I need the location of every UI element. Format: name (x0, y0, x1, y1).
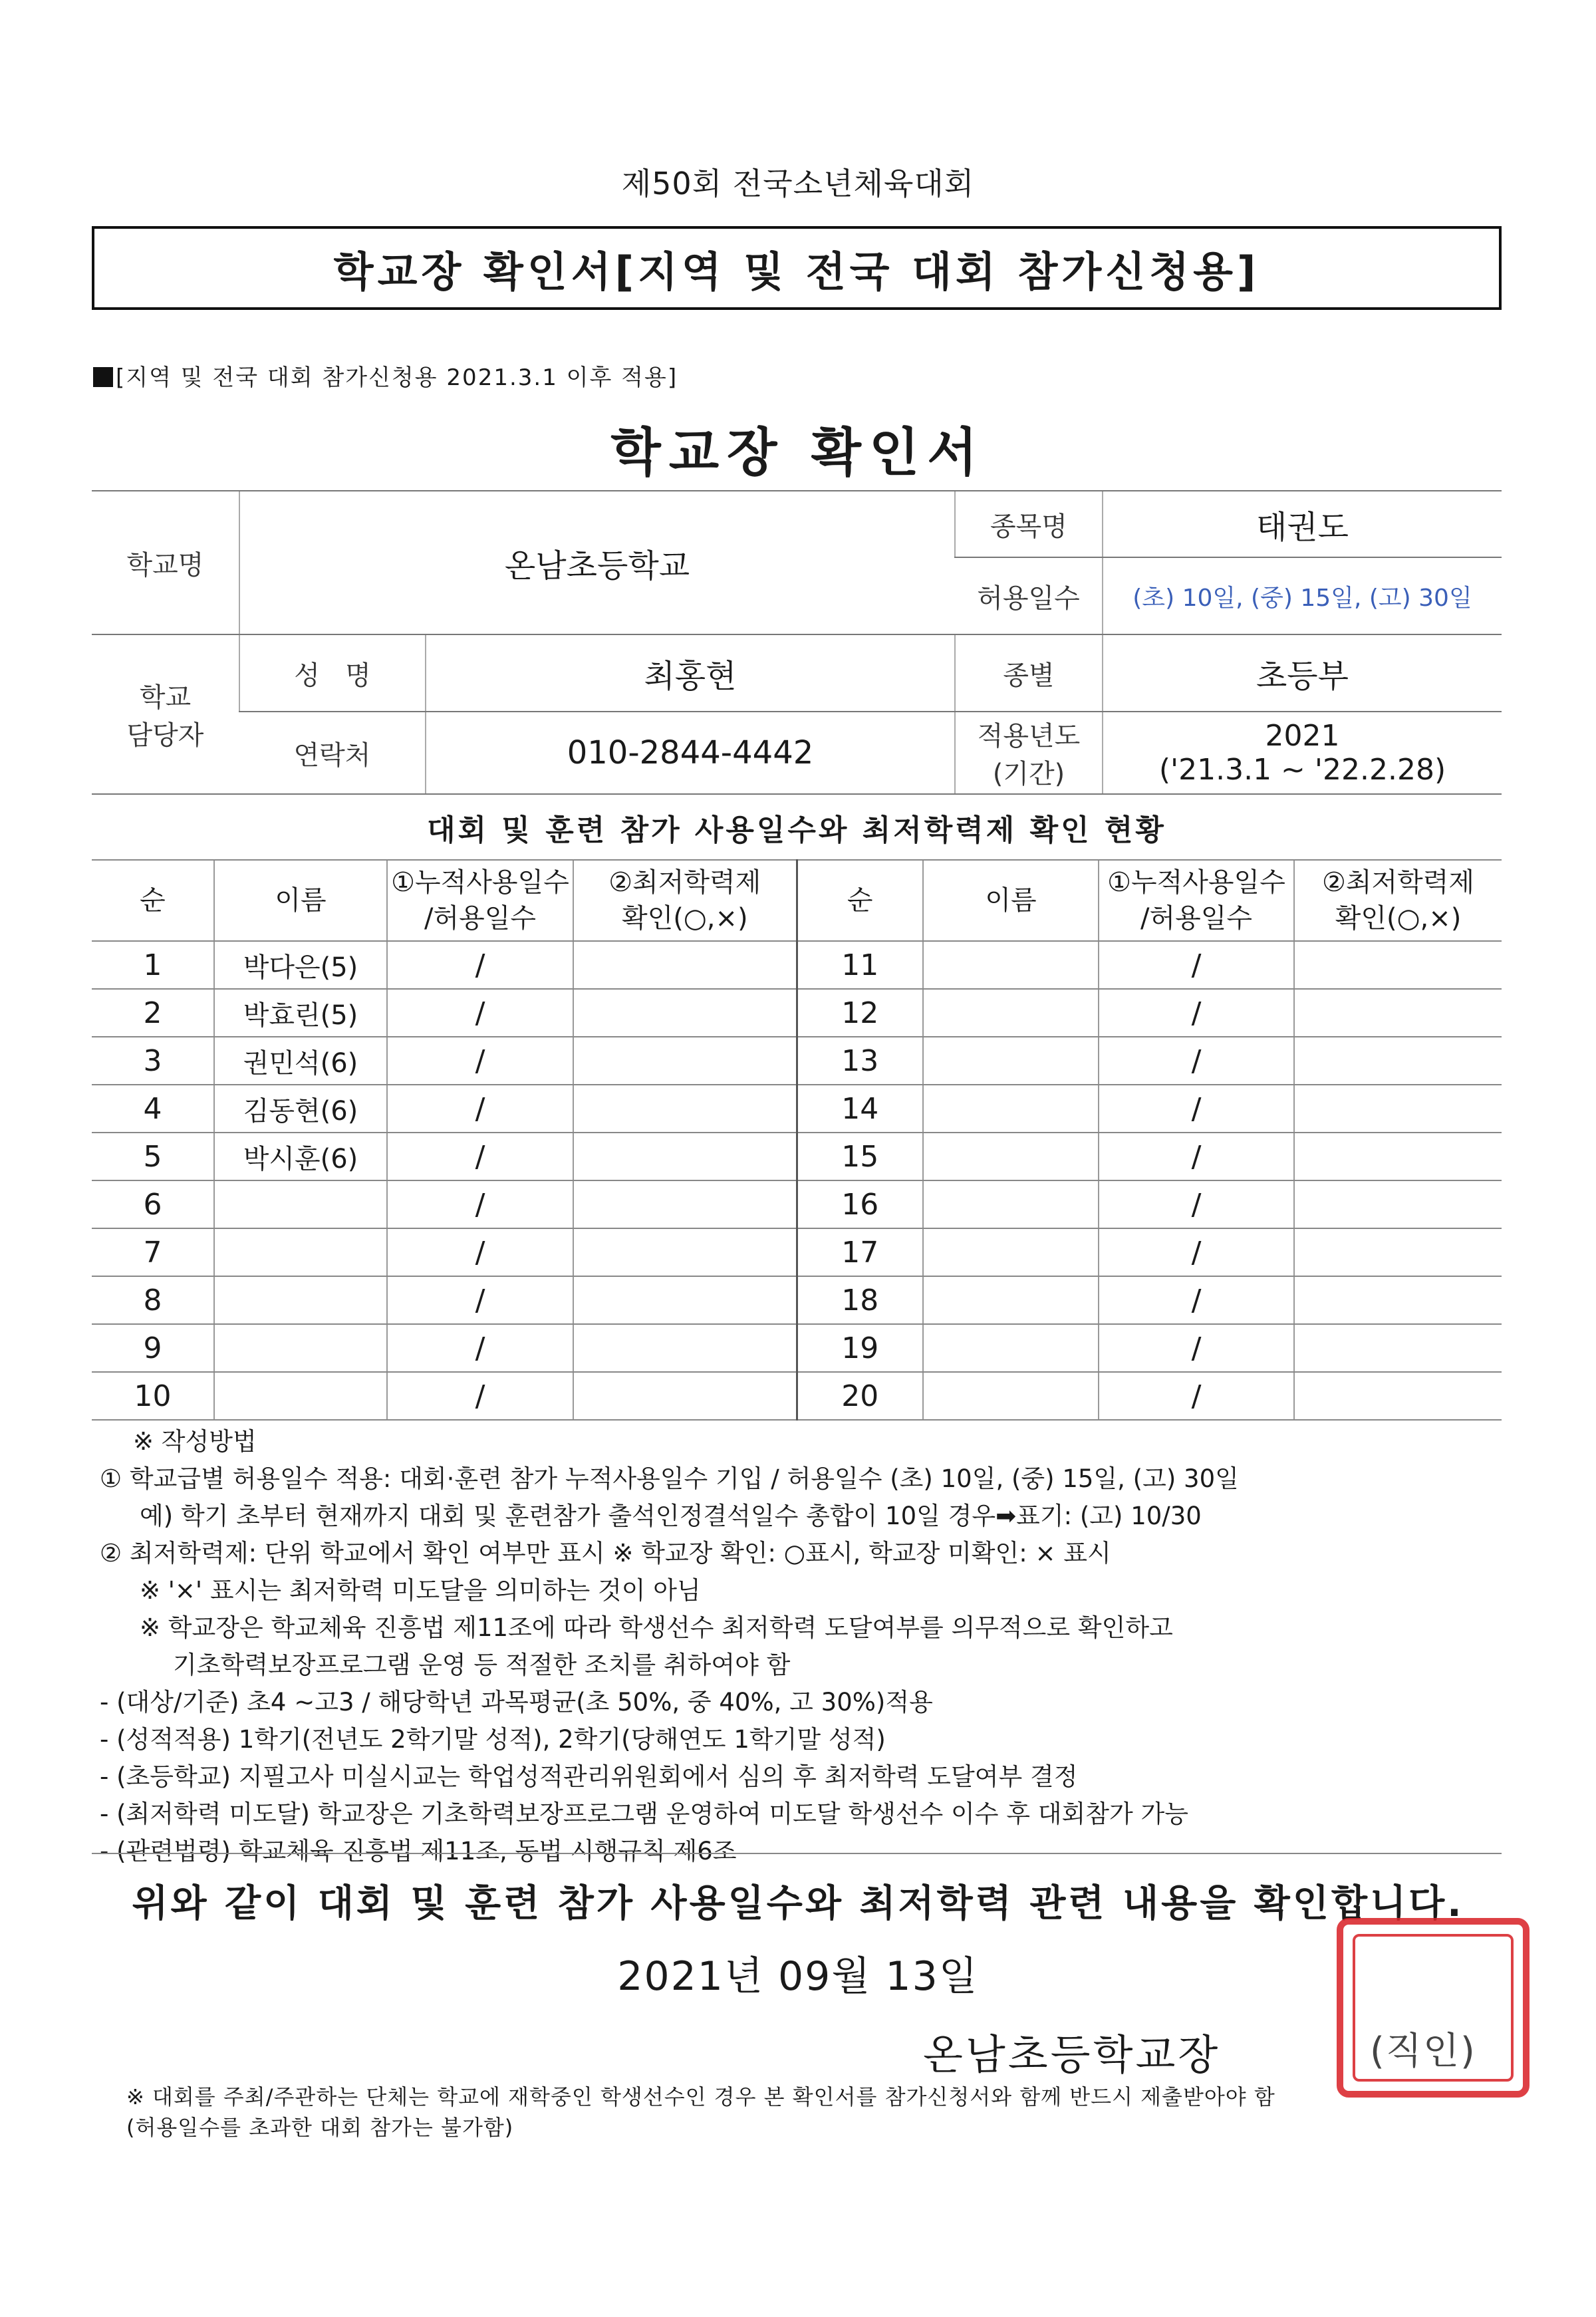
row-acad-left (573, 1180, 797, 1228)
table-row (92, 1133, 1502, 1180)
row-days-right: / (1099, 1085, 1294, 1133)
row-name-right (923, 1085, 1099, 1133)
row-days-left: / (387, 941, 573, 989)
header-no-left: 순 (92, 860, 214, 941)
row-acad-right (1294, 1037, 1502, 1085)
header-acad-left-line2: 확인(○,×) (621, 903, 748, 934)
form-title-box (92, 226, 1502, 310)
period-value (1103, 712, 1502, 794)
row-days-left: / (387, 1228, 573, 1276)
row-no-right: 14 (797, 1085, 923, 1133)
row-name-left (214, 1180, 387, 1228)
row-acad-right (1294, 1276, 1502, 1324)
table-row (92, 1037, 1502, 1085)
allowed-days-value: (초) 10일, (중) 15일, (고) 30일 (1103, 557, 1502, 634)
header-acad-right (1294, 860, 1502, 941)
row-name-left: 박다은(5) (214, 941, 387, 989)
instruction-line: ※ 학교장은 학교체육 진흥법 제11조에 따라 학생선수 최저학력 도달여부를 의무적으로 확인하고 (140, 1613, 1173, 1642)
row-days-right: / (1099, 941, 1294, 989)
table-row (92, 1276, 1502, 1324)
instruction-line: - (관련법령) 학교체육 진흥법 제11조, 동법 시행규칙 제6조 (100, 1837, 737, 1865)
period-label-line2: (기간) (992, 759, 1065, 789)
row-name-left: 박효린(5) (214, 989, 387, 1037)
header-days-right-line2: /허용일수 (1140, 903, 1253, 934)
row-no-left: 1 (92, 941, 214, 989)
header-acad-right-line1: ②최저학력제 (1321, 867, 1475, 898)
period-label (955, 712, 1103, 794)
table-row (92, 1228, 1502, 1276)
row-name-right (923, 1276, 1099, 1324)
school-name: 온남초등학교 (239, 491, 955, 634)
divider (92, 1853, 1502, 1854)
row-name-left: 권민석(6) (214, 1037, 387, 1085)
instruction-line: 예) 학기 초부터 현재까지 대회 및 훈련참가 출석인정결석일수 총합이 10일 경우➡표기: (고) 10/30 (140, 1502, 1202, 1530)
row-days-left: / (387, 989, 573, 1037)
year-value: 2021 (1265, 719, 1340, 753)
manager-label-line1: 학교 (139, 682, 192, 713)
sport-label: 종목명 (955, 491, 1103, 557)
row-name-right (923, 1372, 1099, 1420)
row-days-left: / (387, 1324, 573, 1372)
row-name-left: 김동현(6) (214, 1085, 387, 1133)
row-acad-right (1294, 989, 1502, 1037)
header-name-left: 이름 (214, 860, 387, 941)
manager-name: 최홍현 (426, 634, 955, 712)
header-acad-left-line1: ②최저학력제 (608, 867, 761, 898)
header-name-right: 이름 (923, 860, 1099, 941)
row-no-left: 6 (92, 1180, 214, 1228)
row-days-left: / (387, 1133, 573, 1180)
row-no-right: 11 (797, 941, 923, 989)
table-row (92, 1085, 1502, 1133)
row-acad-right (1294, 941, 1502, 989)
info-table (92, 490, 1502, 795)
instruction-line: - (대상/기준) 초4 ~고3 / 해당학년 과목평균(초 50%, 중 40%, 고 30%)적용 (100, 1688, 933, 1716)
row-name-right (923, 1133, 1099, 1180)
row-acad-left (573, 1133, 797, 1180)
row-no-left: 8 (92, 1276, 214, 1324)
row-name-left (214, 1324, 387, 1372)
row-acad-right (1294, 1085, 1502, 1133)
row-acad-left (573, 1372, 797, 1420)
instructions-heading: ※ 작성방법 (133, 1427, 257, 1456)
row-no-right: 12 (797, 989, 923, 1037)
instruction-line: ② 최저학력제: 단위 학교에서 확인 여부만 표시 ※ 학교장 확인: ○표시, 학교장 미확인: × 표시 (100, 1539, 1111, 1567)
division-value: 초등부 (1103, 634, 1502, 712)
row-acad-right (1294, 1133, 1502, 1180)
header-acad-right-line2: 확인(○,×) (1335, 903, 1462, 934)
roster-table (92, 859, 1502, 1421)
row-no-left: 5 (92, 1133, 214, 1180)
row-days-left: / (387, 1085, 573, 1133)
row-name-left (214, 1228, 387, 1276)
header-acad-left (573, 860, 797, 941)
row-days-left: / (387, 1037, 573, 1085)
event-title: 제50회 전국소년체육대회 (621, 166, 975, 202)
main-title: 학교장 확인서 (610, 423, 986, 483)
apply-note-text: [지역 및 전국 대회 참가신청용 2021.3.1 이후 적용] (116, 364, 678, 391)
row-days-left: / (387, 1180, 573, 1228)
row-no-right: 18 (797, 1276, 923, 1324)
contact-label: 연락처 (239, 712, 426, 794)
instructions (100, 1423, 1510, 1870)
header-days-left-line1: ①누적사용일수 (391, 867, 569, 898)
row-acad-left (573, 1085, 797, 1133)
row-name-right (923, 989, 1099, 1037)
contact-value: 010-2844-4442 (426, 712, 955, 794)
row-acad-right (1294, 1180, 1502, 1228)
instruction-line: ① 학교급별 허용일수 적용: 대회·훈련 참가 누적사용일수 기입 / 허용일수 (초) 10일, (중) 15일, (고) 30일 (100, 1464, 1239, 1493)
header-no-right: 순 (797, 860, 923, 941)
row-days-right: / (1099, 989, 1294, 1037)
header-days-left (387, 860, 573, 941)
issue-date: 2021년 09월 13일 (617, 1953, 979, 2000)
row-name-left: 박시훈(6) (214, 1133, 387, 1180)
row-acad-right (1294, 1228, 1502, 1276)
row-name-right (923, 941, 1099, 989)
seal-label: (직인) (1370, 2030, 1476, 2073)
row-acad-left (573, 989, 797, 1037)
period-label-line1: 적용년도 (977, 721, 1081, 751)
header-days-right (1099, 860, 1294, 941)
sport-value: 태권도 (1103, 491, 1502, 557)
instruction-line: - (초등학교) 지필고사 미실시교는 학업성적관리위원회에서 심의 후 최저학력 도달여부 결정 (100, 1762, 1078, 1791)
row-no-right: 16 (797, 1180, 923, 1228)
instruction-line: - (최저학력 미도달) 학교장은 기초학력보장프로그램 운영하여 미도달 학생선수 이수 후 대회참가 가능 (100, 1800, 1189, 1828)
row-days-right: / (1099, 1228, 1294, 1276)
row-no-left: 7 (92, 1228, 214, 1276)
row-acad-left (573, 1276, 797, 1324)
header-days-left-line2: /허용일수 (424, 903, 537, 934)
roster-body (92, 941, 1502, 1420)
row-name-right (923, 1180, 1099, 1228)
row-no-left: 9 (92, 1324, 214, 1372)
apply-note (93, 359, 678, 392)
row-no-left: 3 (92, 1037, 214, 1085)
instruction-line: ※ '×' 표시는 최저학력 미도달을 의미하는 것이 아님 (140, 1576, 701, 1605)
table-row (92, 1180, 1502, 1228)
section-heading: 대회 및 훈련 참가 사용일수와 최저학력제 확인 현황 (427, 813, 1166, 847)
row-no-left: 4 (92, 1085, 214, 1133)
footnote-line: ※ 대회를 주최/주관하는 단체는 학교에 재학중인 학생선수인 경우 본 확인서를 참가신청서와 함께 반드시 제출받아야 함 (126, 2084, 1275, 2110)
row-name-left (214, 1372, 387, 1420)
header-days-right-line1: ①누적사용일수 (1107, 867, 1285, 898)
black-square-icon (93, 367, 113, 387)
footnote (126, 2082, 1523, 2143)
manager-label (92, 634, 239, 794)
row-acad-right (1294, 1324, 1502, 1372)
table-row (92, 941, 1502, 989)
form-title: 학교장 확인서[지역 및 전국 대회 참가신청용] (333, 247, 1260, 296)
row-name-right (923, 1324, 1099, 1372)
row-acad-left (573, 1324, 797, 1372)
table-row (92, 1372, 1502, 1420)
allowed-days-label: 허용일수 (955, 557, 1103, 634)
row-no-right: 15 (797, 1133, 923, 1180)
row-acad-left (573, 941, 797, 989)
table-row (92, 1324, 1502, 1372)
row-days-right: / (1099, 1372, 1294, 1420)
row-days-right: / (1099, 1324, 1294, 1372)
footnote-line: (허용일수를 초과한 대회 참가는 불가함) (126, 2115, 514, 2140)
row-days-left: / (387, 1372, 573, 1420)
row-no-right: 13 (797, 1037, 923, 1085)
table-row (92, 989, 1502, 1037)
row-no-left: 2 (92, 989, 214, 1037)
instruction-line: 기초학력보장프로그램 운영 등 적절한 조치를 취하여야 함 (173, 1651, 791, 1679)
row-no-right: 19 (797, 1324, 923, 1372)
row-days-left: / (387, 1276, 573, 1324)
row-days-right: / (1099, 1276, 1294, 1324)
row-no-right: 20 (797, 1372, 923, 1420)
period-range: ('21.3.1 ~ '22.2.28) (1158, 753, 1446, 787)
confirm-statement: 위와 같이 대회 및 훈련 참가 사용일수와 최저학력 관련 내용을 확인합니다. (132, 1882, 1464, 1925)
row-acad-right (1294, 1372, 1502, 1420)
row-no-left: 10 (92, 1372, 214, 1420)
manager-label-line2: 담당자 (126, 720, 204, 751)
row-acad-left (573, 1228, 797, 1276)
row-name-right (923, 1037, 1099, 1085)
principal-name: 온남초등학교장 (923, 2030, 1221, 2079)
row-days-right: / (1099, 1133, 1294, 1180)
row-days-right: / (1099, 1037, 1294, 1085)
school-label: 학교명 (92, 491, 239, 634)
division-label: 종별 (955, 634, 1103, 712)
row-acad-left (573, 1037, 797, 1085)
instruction-line: - (성적적용) 1학기(전년도 2학기말 성적), 2학기(당해연도 1학기말 성적) (100, 1725, 886, 1754)
row-days-right: / (1099, 1180, 1294, 1228)
row-name-right (923, 1228, 1099, 1276)
name-label: 성 명 (239, 634, 426, 712)
row-name-left (214, 1276, 387, 1324)
row-no-right: 17 (797, 1228, 923, 1276)
